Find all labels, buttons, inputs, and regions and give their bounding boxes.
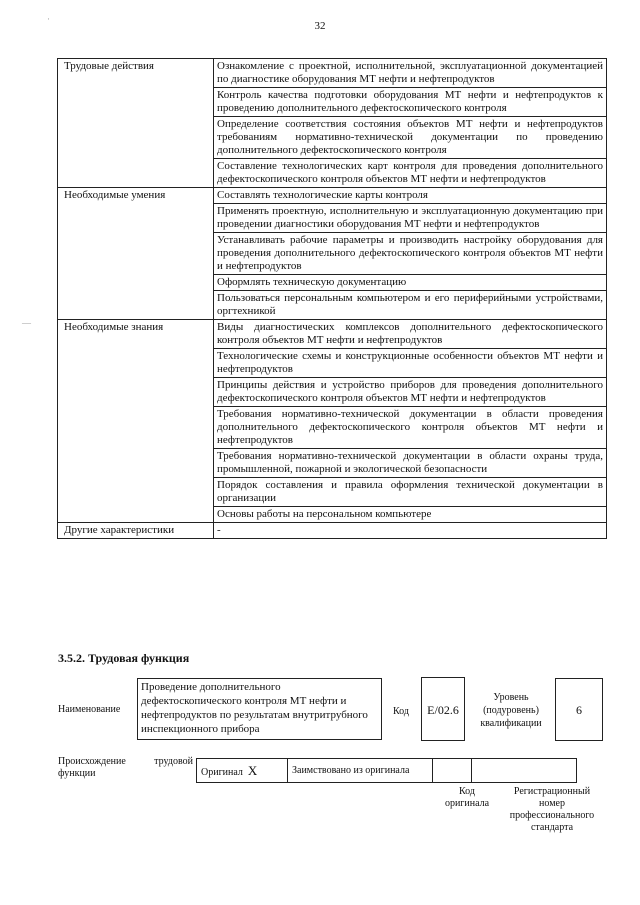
- group-label: Другие характеристики: [58, 523, 214, 539]
- group-item: Составлять технологические карты контроля: [214, 188, 607, 204]
- group-item: Составление технологических карт контроля для проведения дополнительного дефектоскопического контроля объектов МТ нефти и нефтепродуктов: [214, 159, 607, 188]
- original-mark: X: [247, 763, 258, 778]
- scan-artifact: ·: [47, 14, 50, 24]
- group-item: -: [214, 523, 607, 539]
- group-item: Принципы действия и устройство приборов для проведения дополнительного дефектоскопического контроля объектов МТ нефти и нефтепродуктов: [214, 378, 607, 407]
- group-item: Определение соответствия состояния объектов МТ нефти и нефтепродуктов требованиям нормативно-технической документации по проведению дополнительного дефектоскопического контроля: [214, 117, 607, 159]
- borrowed-cell: Заимствовано из оригинала: [287, 758, 433, 783]
- page-number: 32: [314, 20, 326, 32]
- registration-number-caption: Регистрационный номер профессионального стандарта: [509, 786, 595, 833]
- group-item: Требования нормативно-технической документации в области охраны труда, промышленной, пожарной и экологической безопасности: [214, 449, 607, 478]
- table-row: [58, 59, 607, 88]
- qualification-level-label: Уровень (подуровень) квалификации: [480, 692, 542, 729]
- group-label: Необходимые знания: [58, 320, 214, 523]
- group-item: Основы работы на персональном компьютере: [214, 507, 607, 523]
- group-label: Трудовые действия: [58, 59, 214, 188]
- table-row: [58, 188, 607, 204]
- name-label: Наименование: [58, 704, 121, 715]
- group-item: Ознакомление с проектной, исполнительной, эксплуатационной документацией по диагностике оборудования МТ нефти и нефтепродуктов: [214, 59, 607, 88]
- table-row: [58, 320, 607, 349]
- group-item: Применять проектную, исполнительную и эксплуатационную документацию при проведении диагностики оборудования МТ нефти и нефтепродуктов: [214, 204, 607, 233]
- origin-row: [196, 758, 577, 783]
- group-item: Порядок составления и правила оформления технической документации в организации: [214, 478, 607, 507]
- group-item: Пользоваться персональным компьютером и его периферийными устройствами, оргтехникой: [214, 291, 607, 320]
- function-name-box: Проведение дополнительного дефектоскопического контроля МТ нефти и нефтепродуктов по результатам внутритрубного инспекционного прибора: [137, 678, 382, 740]
- group-item: Оформлять техническую документацию: [214, 275, 607, 291]
- original-code-cell: [432, 758, 472, 783]
- section-heading: 3.5.2. Трудовая функция: [58, 651, 190, 665]
- competence-table: [57, 58, 607, 539]
- code-label: Код: [393, 706, 409, 717]
- group-item: Требования нормативно-технической документации в области проведения дополнительного дефектоскопического контроля объектов МТ нефти и нефтепродуктов: [214, 407, 607, 449]
- code-box: E/02.6: [421, 677, 465, 741]
- group-label: Необходимые умения: [58, 188, 214, 320]
- group-item: Виды диагностических комплексов дополнительного дефектоскопического контроля объектов МТ нефти и нефтепродуктов: [214, 320, 607, 349]
- original-label: Оригинал: [201, 767, 243, 778]
- scan-artifact: —: [22, 318, 31, 328]
- origin-label-word2: трудовой: [154, 756, 193, 767]
- group-item: Устанавливать рабочие параметры и производить настройку оборудования для проведения дополнительного дефектоскопического контроля объектов МТ нефти и нефтепродуктов: [214, 233, 607, 275]
- registration-number-cell: [471, 758, 577, 783]
- group-item: Контроль качества подготовки оборудования МТ нефти и нефтепродуктов к проведению дополнительного дефектоскопического контроля: [214, 88, 607, 117]
- original-code-caption: Код оригинала: [444, 786, 490, 809]
- origin-label-word1: Происхождение: [58, 756, 126, 767]
- origin-label: [58, 756, 193, 780]
- origin-label-word3: функции: [58, 768, 96, 779]
- table-row: [58, 523, 607, 539]
- qualification-level-box: 6: [555, 678, 603, 741]
- group-item: Технологические схемы и конструкционные особенности объектов МТ нефти и нефтепродуктов: [214, 349, 607, 378]
- original-cell: [196, 758, 288, 783]
